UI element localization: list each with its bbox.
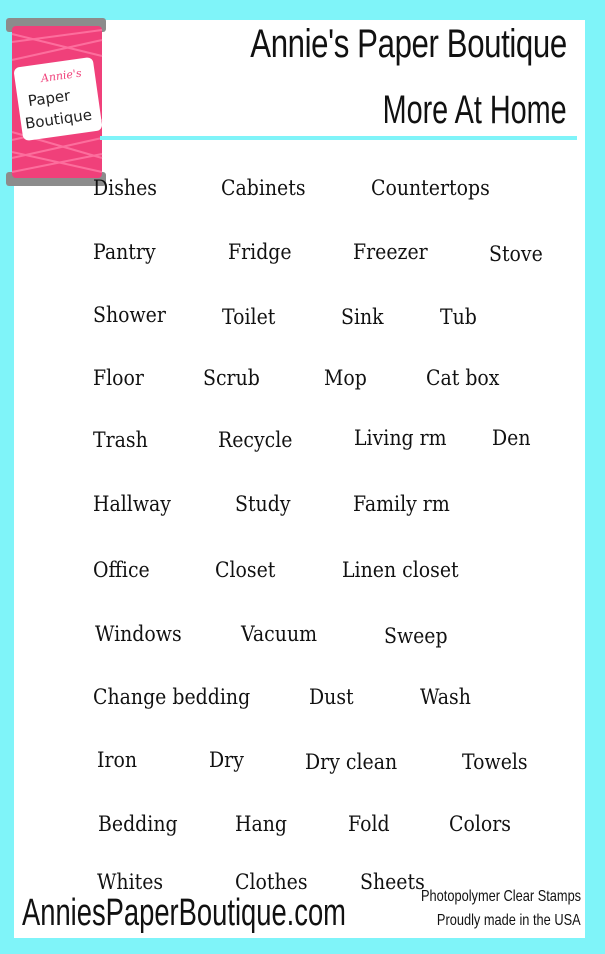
stamp-word: Whites [97, 870, 164, 894]
sheet-title: More At Home [382, 88, 567, 132]
logo-text-boutique: Boutique [23, 105, 94, 133]
stamp-word: Change bedding [93, 685, 251, 709]
logo-text-annies: Annie's [40, 66, 83, 86]
stamp-word: Wash [420, 685, 471, 709]
stamp-word: Floor [93, 366, 144, 390]
stamp-word: Shower [93, 303, 166, 327]
stamp-word: Dust [309, 685, 354, 709]
stamp-word: Den [492, 426, 531, 450]
footer-website-url: AnniesPaperBoutique.com [22, 892, 346, 934]
footer-product-note: Photopolymer Clear Stamps [420, 888, 581, 905]
stamp-word: Mop [324, 366, 367, 390]
stamp-word: Family rm [353, 492, 450, 516]
header-divider [100, 136, 577, 140]
stamp-word: Dishes [93, 176, 157, 200]
stamp-word: Office [93, 558, 150, 582]
stamp-word: Recycle [218, 428, 293, 452]
stamp-word: Clothes [235, 870, 308, 894]
stamp-word: Fold [348, 812, 390, 836]
stamp-word: Study [235, 492, 291, 516]
stamp-word: Iron [97, 748, 138, 772]
stamp-word: Hallway [93, 492, 171, 516]
stamp-word: Windows [95, 622, 182, 646]
stamp-word: Bedding [98, 812, 178, 836]
stamp-word: Hang [235, 812, 288, 836]
stamp-word: Trash [93, 428, 148, 452]
stamp-word: Countertops [371, 176, 490, 200]
stamp-word: Sheets [360, 870, 425, 894]
stamp-word: Dry [209, 748, 244, 772]
stamp-word: Towels [462, 750, 528, 774]
logo-text-paper: Paper [26, 86, 72, 111]
stamp-word: Linen closet [342, 558, 459, 582]
stamp-word: Tub [440, 305, 477, 329]
stamp-word: Cabinets [221, 176, 306, 200]
stamp-word: Colors [449, 812, 512, 836]
stamp-word: Closet [215, 558, 276, 582]
stamp-word: Vacuum [241, 622, 318, 646]
stamp-word: Pantry [93, 240, 156, 264]
stamp-word: Sweep [384, 624, 448, 648]
stamp-word: Scrub [203, 366, 260, 390]
stamp-word: Toilet [222, 305, 276, 329]
stamp-word: Sink [341, 305, 384, 329]
stamp-word: Fridge [228, 240, 292, 264]
stamp-word: Cat box [426, 366, 500, 390]
stamp-word: Freezer [353, 240, 428, 264]
footer-origin-note: Proudly made in the USA [437, 912, 581, 929]
stamp-word: Living rm [354, 426, 447, 450]
brand-title: Annie's Paper Boutique [250, 22, 567, 66]
stamp-word: Stove [489, 242, 543, 266]
thread-spool-logo [4, 12, 114, 187]
stamp-word: Dry clean [305, 750, 398, 774]
